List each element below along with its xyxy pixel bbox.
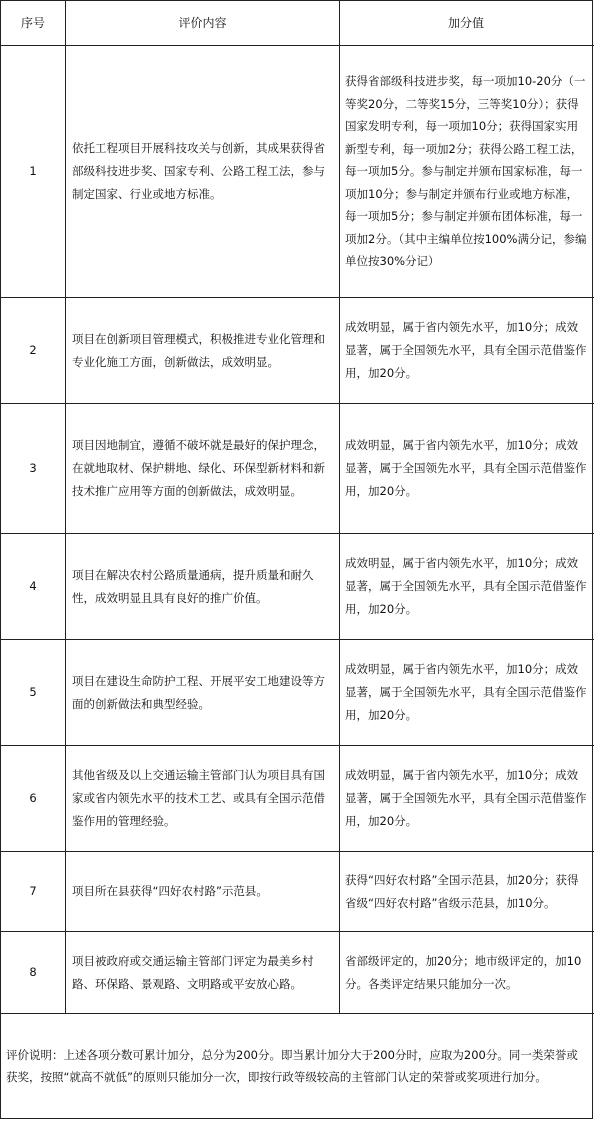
row-number: 5 xyxy=(29,685,37,699)
row-content: 项目在创新项目管理模式，积极推进专业化管理和专业化施工方面，创新做法，成效明显。 xyxy=(72,331,325,369)
row-score: 成效明显，属于省内领先水平，加10分；成效显著，属于全国领先水平，具有全国示范借鉴作用，加20分。 xyxy=(345,320,587,380)
row-score: 省部级评定的，加20分；地市级评定的，加10分。各类评定结果只能加分一次。 xyxy=(345,953,582,991)
row-content: 项目所在县获得“四好农村路”示范县。 xyxy=(72,884,268,898)
row-score: 成效明显，属于省内领先水平，加10分；成效显著，属于全国领先水平，具有全国示范借鉴作用，加20分。 xyxy=(345,768,587,828)
row-content: 项目因地制宜，遵循不破坏就是最好的保护理念，在就地取材、保护耕地、绿化、环保型新材料和新技术推广应用等方面的创新做法，成效明显。 xyxy=(72,438,325,498)
row-number: 8 xyxy=(29,965,37,979)
header-content: 评价内容 xyxy=(178,15,227,30)
header-no: 序号 xyxy=(20,15,45,30)
row-score: 获得省部级科技进步奖，每一项加10-20分（一等奖20分，二等奖15分，三等奖10分）；获得国家发明专利，每一项加10分；获得国家实用新型专利，每一项加2分；获得公路工程工法，每一项加5分。参与制定并颁布国家标准，每一项加10分；参与制定并颁布行业或地方标准，每一项加5分；参与制定并颁布团体标准，每一项加2分。（其中主编单位按100%满分记，参编单位按30%分记） xyxy=(345,74,587,269)
row-number: 2 xyxy=(29,343,37,357)
row-content: 项目在解决农村公路质量通病，提升质量和耐久性，成效明显且具有良好的推广价值。 xyxy=(72,567,314,605)
row-score: 获得“四好农村路”全国示范县，加20分；获得省级“四好农村路”省级示范县，加10分。 xyxy=(345,872,579,910)
row-number: 7 xyxy=(29,884,37,898)
row-score: 成效明显，属于省内领先水平，加10分；成效显著，属于全国领先水平，具有全国示范借鉴作用，加20分。 xyxy=(345,556,587,616)
row-number: 6 xyxy=(29,791,37,805)
row-content: 项目在建设生命防护工程、开展平安工地建设等方面的创新做法和典型经验。 xyxy=(72,673,325,711)
row-number: 4 xyxy=(29,579,37,593)
row-number: 1 xyxy=(29,164,37,178)
row-score: 成效明显，属于省内领先水平，加10分；成效显著，属于全国领先水平，具有全国示范借鉴作用，加20分。 xyxy=(345,662,587,722)
row-content: 其他省级及以上交通运输主管部门认为项目具有国家或省内领先水平的技术工艺、或具有全国示范借鉴作用的管理经验。 xyxy=(72,768,325,828)
evaluation-note: 评价说明：上述各项分数可累计加分，总分为200分。即当累计加分大于200分时，应取为200分。同一类荣誉或获奖，按照“就高不就低”的原则只能加分一次，即按行政等级较高的主管部门认定的荣誉或奖项进行加分。 xyxy=(6,1048,578,1084)
row-number: 3 xyxy=(29,461,37,475)
row-content: 依托工程项目开展科技攻关与创新，其成果获得省部级科技进步奖、国家专利、公路工程工法，参与制定国家、行业或地方标准。 xyxy=(72,141,325,201)
header-score: 加分值 xyxy=(447,15,484,30)
row-score: 成效明显，属于省内领先水平，加10分；成效显著，属于全国领先水平，具有全国示范借鉴作用，加20分。 xyxy=(345,438,587,498)
row-content: 项目被政府或交通运输主管部门评定为最美乡村路、环保路、景观路、文明路或平安放心路。 xyxy=(72,953,314,991)
